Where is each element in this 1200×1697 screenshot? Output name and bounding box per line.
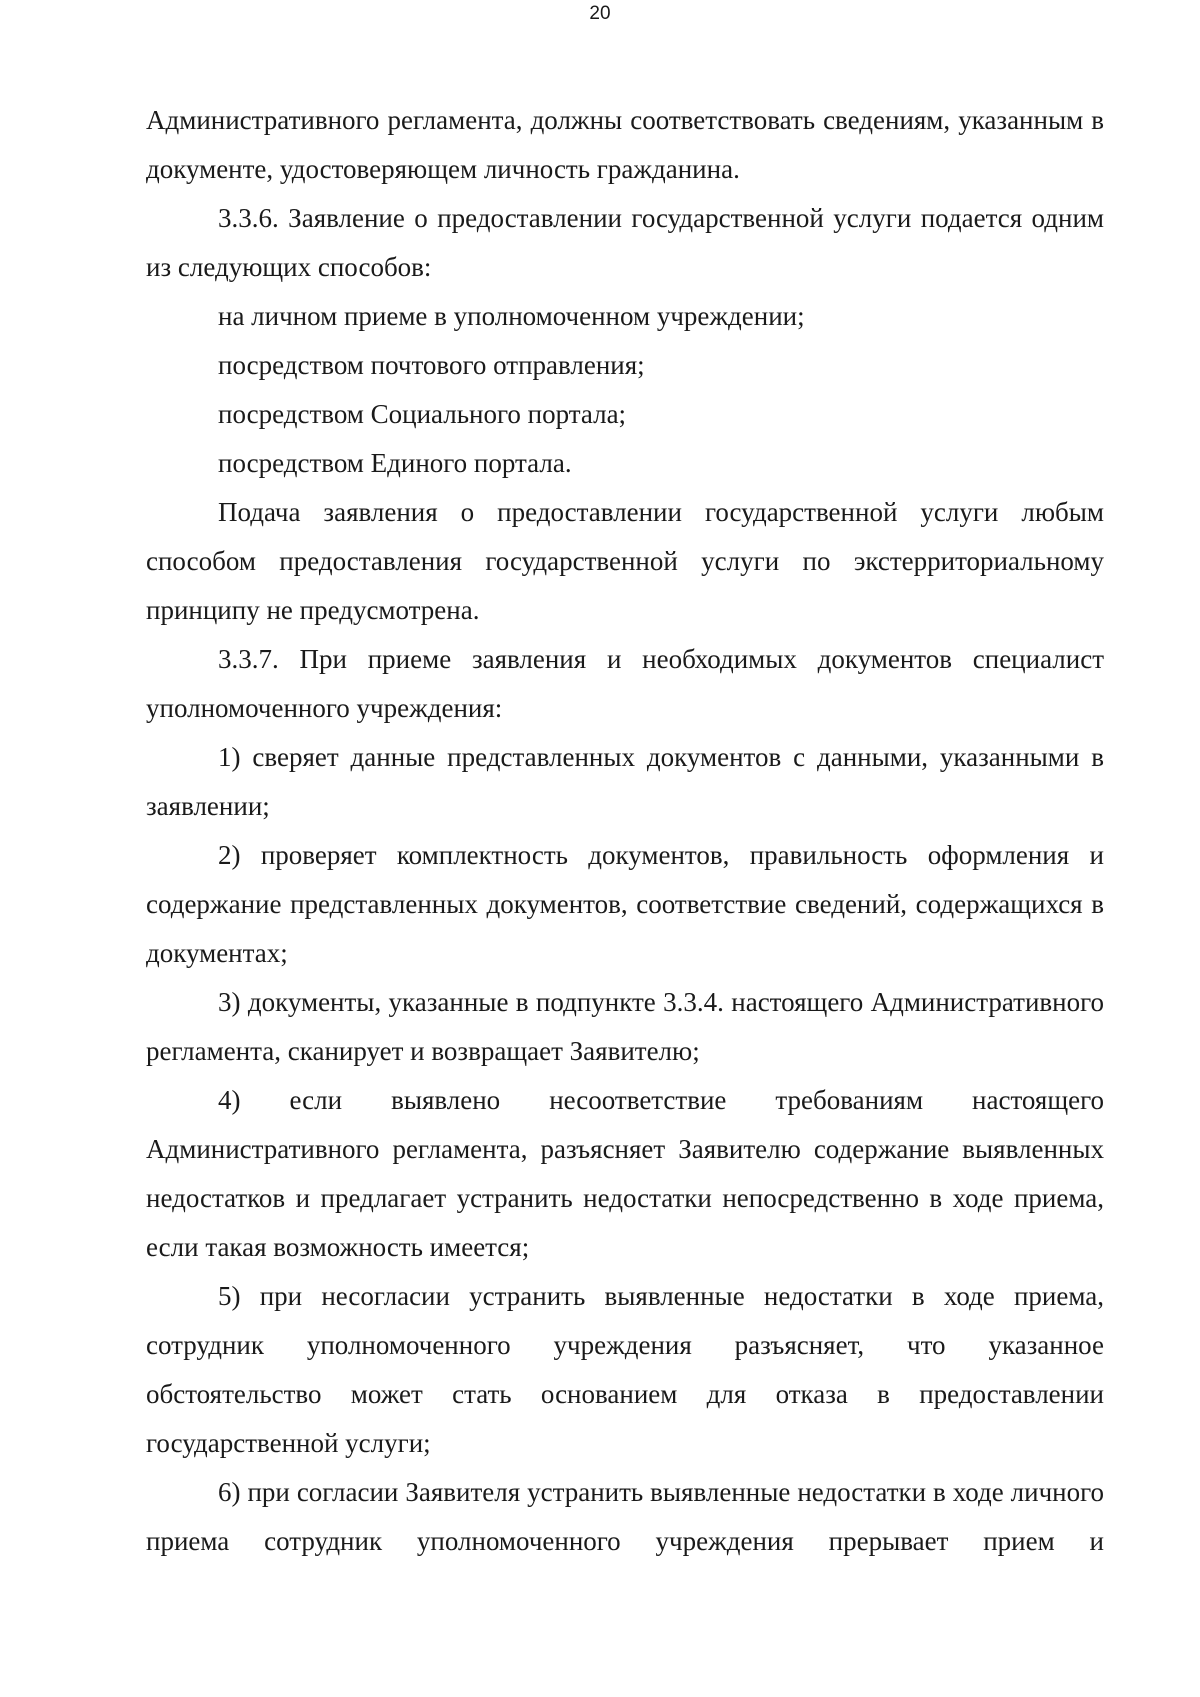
- paragraph-3-3-6: 3.3.6. Заявление о предоставлении государственной услуги подается одним из следующих способов:: [146, 203, 1104, 282]
- document-body: [146, 96, 1104, 1566]
- list-item-4: 4) если выявлено несоответствие требованиям настоящего Административного регламента, разъясняет Заявителю содержание выявленных недостатков и предлагает устранить недостатки непосредственно в ходе приема, если такая возможность имеется;: [146, 1085, 1104, 1262]
- list-item-1: 1) сверяет данные представленных документов с данными, указанными в заявлении;: [146, 742, 1104, 821]
- paragraph-extraterritorial: Подача заявления о предоставлении государственной услуги любым способом предоставления государственной услуги по экстерриториальному принципу не предусмотрена.: [146, 497, 1104, 625]
- list-item-social-portal: посредством Социального портала;: [218, 399, 627, 429]
- list-item-personal-reception: на личном приеме в уполномоченном учреждении;: [218, 301, 805, 331]
- page-number: 20: [589, 3, 611, 24]
- list-item-5: 5) при несогласии устранить выявленные недостатки в ходе приема, сотрудник уполномоченного учреждения разъясняет, что указанное обстоятельство может стать основанием для отказа в предоставлении государственной услуги;: [146, 1281, 1104, 1458]
- list-item-2: 2) проверяет комплектность документов, правильность оформления и содержание представленных документов, соответствие сведений, содержащихся в документах;: [146, 840, 1104, 968]
- paragraph-3-3-7: 3.3.7. При приеме заявления и необходимых документов специалист уполномоченного учреждения:: [146, 644, 1104, 723]
- list-item-6: 6) при согласии Заявителя устранить выявленные недостатки в ходе личного приема сотрудник уполномоченного учреждения прерывает прием и: [146, 1477, 1104, 1556]
- paragraph-regulation-continuation: Административного регламента, должны соответствовать сведениям, указанным в документе, удостоверяющем личность гражданина.: [146, 105, 1104, 184]
- list-item-unified-portal: посредством Единого портала.: [218, 448, 572, 478]
- list-item-3: 3) документы, указанные в подпункте 3.3.4. настоящего Административного регламента, сканирует и возвращает Заявителю;: [146, 987, 1104, 1066]
- list-item-postal: посредством почтового отправления;: [218, 350, 645, 380]
